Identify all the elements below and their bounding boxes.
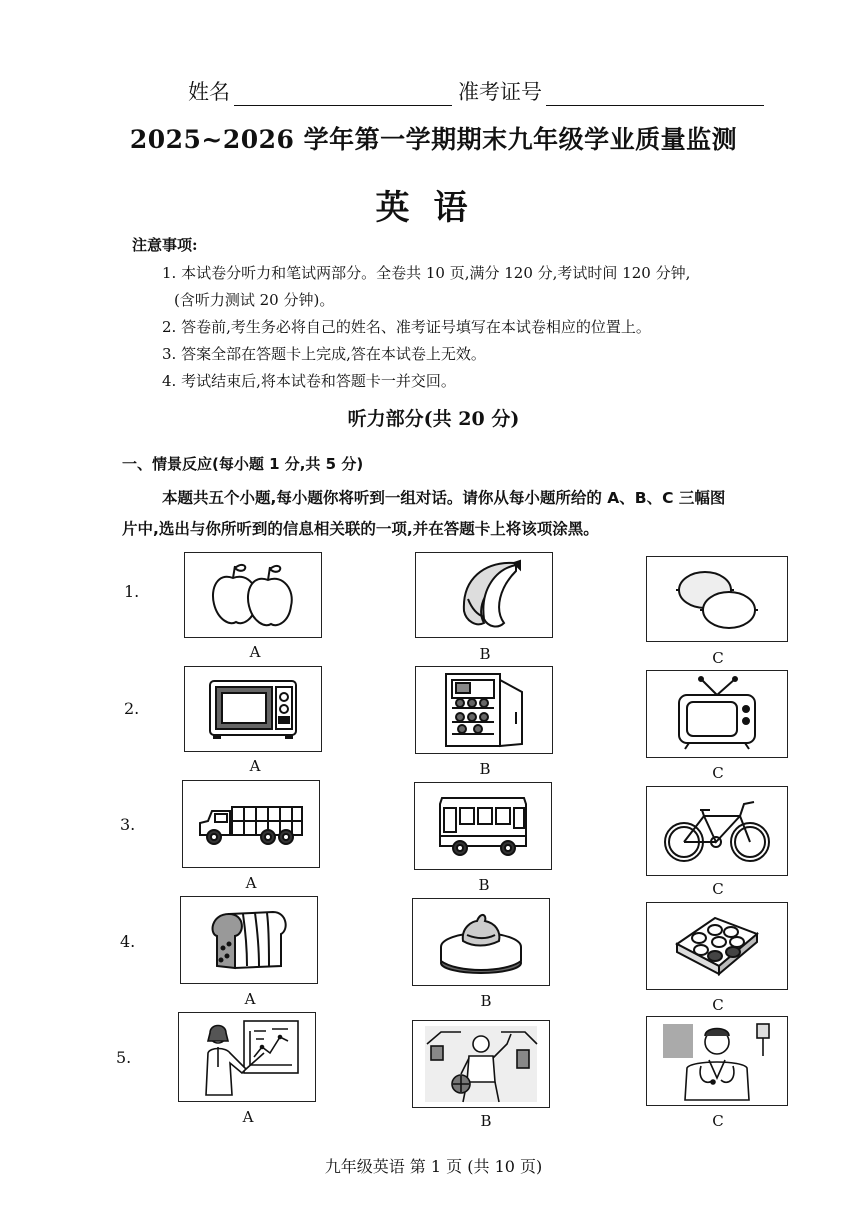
cake-icon xyxy=(437,907,525,977)
option-1a[interactable] xyxy=(184,552,322,638)
subject-title: 英语 xyxy=(375,188,492,228)
bicycle-icon xyxy=(662,798,772,864)
teacher-icon xyxy=(192,1017,302,1097)
part1-instruction: 本题共五个小题,每小题你将听到一组对话。请你从每小题所给的 A、B、C 三幅图 xyxy=(162,489,726,507)
candidate-info-row xyxy=(188,76,764,106)
option-letter: C xyxy=(712,996,724,1014)
option-letter: C xyxy=(712,1112,724,1130)
option-letter: A xyxy=(244,990,256,1008)
option-3c[interactable] xyxy=(646,786,788,876)
option-4c[interactable] xyxy=(646,902,788,990)
tv-icon xyxy=(677,677,757,751)
note-item: 4. 考试结束后,将本试卷和答题卡一并交回。 xyxy=(162,372,456,390)
name-label: 姓名 xyxy=(188,80,230,104)
option-letter: C xyxy=(712,649,724,667)
bus-icon xyxy=(438,794,528,858)
question-number: 3. xyxy=(120,815,136,834)
listening-section-title: 听力部分(共 20 分) xyxy=(347,408,520,430)
question-number: 2. xyxy=(124,699,140,718)
option-letter: A xyxy=(249,757,261,775)
note-item: (含听力测试 20 分钟)。 xyxy=(174,291,335,309)
option-1b[interactable] xyxy=(415,552,553,638)
option-5c[interactable] xyxy=(646,1016,788,1106)
mooncake-box-icon xyxy=(675,914,759,978)
option-letter: A xyxy=(245,874,257,892)
exam-id-label: 准考证号 xyxy=(458,80,542,104)
option-letter: B xyxy=(479,760,491,778)
truck-icon xyxy=(196,801,306,847)
option-letter: B xyxy=(478,876,490,894)
option-letter: C xyxy=(712,764,724,782)
option-2a[interactable] xyxy=(184,666,322,752)
notes-title: 注意事项: xyxy=(132,236,198,254)
note-item: 3. 答案全部在答题卡上完成,答在本试卷上无效。 xyxy=(162,345,486,363)
option-1c[interactable] xyxy=(646,556,788,642)
page-footer: 九年级英语 第 1 页 (共 10 页) xyxy=(324,1157,543,1176)
bread-icon xyxy=(207,908,291,972)
question-number: 4. xyxy=(120,932,136,951)
option-letter: C xyxy=(712,880,724,898)
fridge-icon xyxy=(442,672,526,748)
doctor-icon xyxy=(657,1020,777,1102)
option-letter: A xyxy=(249,643,261,661)
option-2b[interactable] xyxy=(415,666,553,754)
exam-id-field[interactable] xyxy=(546,83,764,106)
basketball-player-icon xyxy=(421,1024,541,1104)
apples-icon xyxy=(208,560,298,630)
part1-instruction: 片中,选出与你所听到的信息相关联的一项,并在答题卡上将该项涂黑。 xyxy=(122,520,599,538)
option-letter: B xyxy=(480,992,492,1010)
option-5b[interactable] xyxy=(412,1020,550,1108)
exam-title: 2025~2026 学年第一学期期末九年级学业质量监测 xyxy=(129,125,738,154)
option-4b[interactable] xyxy=(412,898,550,986)
bananas-icon xyxy=(444,559,524,631)
note-item: 2. 答卷前,考生务必将自己的姓名、准考证号填写在本试卷相应的位置上。 xyxy=(162,318,651,336)
lemons-icon xyxy=(675,566,759,632)
option-4a[interactable] xyxy=(180,896,318,984)
question-number: 5. xyxy=(116,1048,132,1067)
option-3a[interactable] xyxy=(182,780,320,868)
name-field[interactable] xyxy=(234,83,452,106)
option-letter: B xyxy=(479,645,491,663)
question-number: 1. xyxy=(124,582,140,601)
part1-title: 一、情景反应(每小题 1 分,共 5 分) xyxy=(122,455,364,473)
option-3b[interactable] xyxy=(414,782,552,870)
microwave-icon xyxy=(208,679,298,739)
note-item: 1. 本试卷分听力和笔试两部分。全卷共 10 页,满分 120 分,考试时间 120 分钟, xyxy=(162,264,691,282)
option-5a[interactable] xyxy=(178,1012,316,1102)
option-letter: A xyxy=(242,1108,254,1126)
option-2c[interactable] xyxy=(646,670,788,758)
option-letter: B xyxy=(480,1112,492,1130)
